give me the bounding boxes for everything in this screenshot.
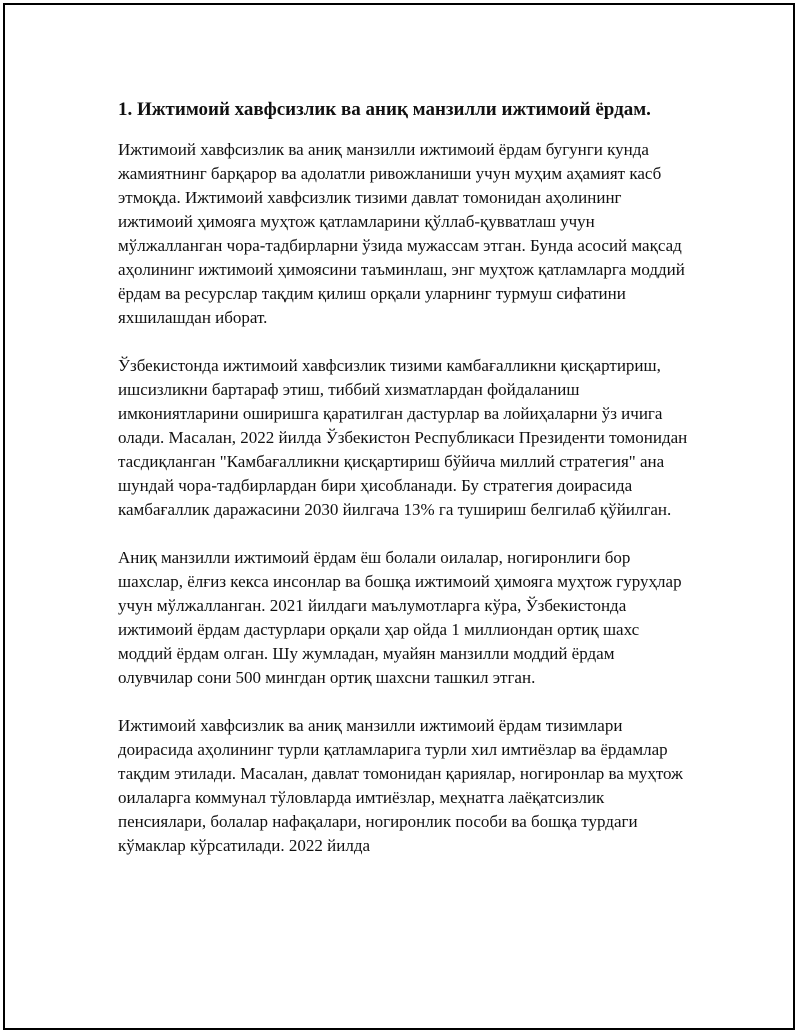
document-body — [118, 96, 693, 882]
section-heading: 1. Ижтимоий хавфсизлик ва аниқ манзилли ижтимоий ёрдам. — [118, 99, 651, 120]
paragraph-4: Ижтимоий хавфсизлик ва аниқ манзилли ижтимоий ёрдам тизимлари доирасида аҳолининг турли қатламларига турли хил имтиёзлар ва ёрдамлар тақдим этилади. Масалан, давлат томонидан қариялар, ногиронлар ва муҳтож оилаларга коммунал тўловларда имтиёзлар, меҳнатга лаёқатсизлик пенсиялари, болалар нафақалари, ногиронлик пособи ва бошқа турдаги кўмаклар кўрсатилади. 2022 йилда — [118, 716, 683, 855]
paragraph-1: Ижтимоий хавфсизлик ва аниқ манзилли ижтимоий ёрдам бугунги кунда жамиятнинг барқарор ва адолатли ривожланиши учун муҳим аҳамият касб этмоқда. Ижтимоий хавфсизлик тизими давлат томонидан аҳолининг ижтимоий ҳимояга муҳтож қатламларини қўллаб-қувватлаш учун мўлжалланган чора-тадбирларни ўзида мужассам этган. Бунда асосий мақсад аҳолининг ижтимоий ҳимоясини таъминлаш, энг муҳтож қатламларга моддий ёрдам ва ресурслар тақдим қилиш орқали уларнинг турмуш сифатини яхшилашдан иборат. — [118, 140, 685, 327]
paragraph-2: Ўзбекистонда ижтимоий хавфсизлик тизими камбағалликни қисқартириш, ишсизликни бартараф этиш, тиббий хизматлардан фойдаланиш имкониятларини оширишга қаратилган дастурлар ва лойиҳаларни ўз ичига олади. Масалан, 2022 йилда Ўзбекистон Республикаси Президенти томонидан тасдиқланган "Камбағалликни қисқартириш бўйича миллий стратегия" ана шундай чора-тадбирлардан бири ҳисобланади. Бу стратегия доирасида камбағаллик даражасини 2030 йилгача 13% га тушириш белгилаб қўйилган. — [118, 356, 688, 519]
paragraph-3: Аниқ манзилли ижтимоий ёрдам ёш болали оилалар, ногиронлиги бор шахслар, ёлғиз кекса инсонлар ва бошқа ижтимоий ҳимояга муҳтож гуруҳлар учун мўлжалланган. 2021 йилдаги маълумотларга кўра, Ўзбекистонда ижтимоий ёрдам дастурлари орқали ҳар ойда 1 миллиондан ортиқ шахс моддий ёрдам олган. Шу жумладан, муайян манзилли моддий ёрдам олувчилар сони 500 мингдан ортиқ шахсни ташкил этган. — [118, 548, 682, 687]
